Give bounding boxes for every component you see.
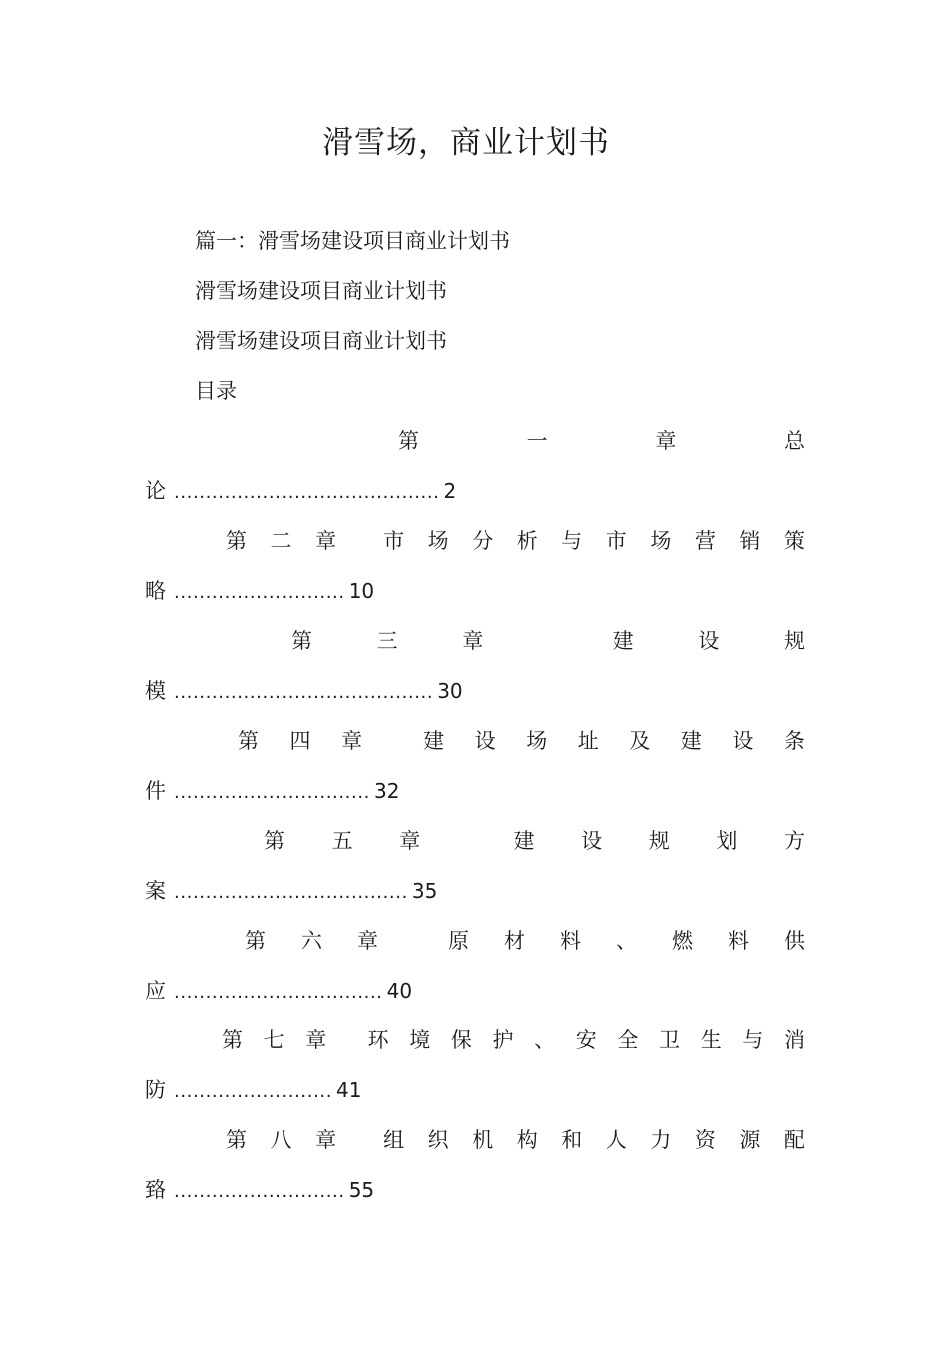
- toc-char: 建: [612, 629, 634, 653]
- section-heading: 篇一：滑雪场建设项目商业计划书: [195, 229, 510, 253]
- toc-char: 规: [783, 629, 805, 653]
- page-number: 41: [336, 1078, 362, 1102]
- leader-dots: .........................................: [174, 682, 434, 703]
- paragraph: 滑雪场建设项目商业计划书: [195, 329, 447, 353]
- toc-char: 八: [270, 1128, 292, 1152]
- page-number: 30: [437, 679, 463, 703]
- toc-char: 四: [289, 729, 311, 753]
- toc-char: 第: [245, 929, 266, 953]
- toc-char: 建: [423, 729, 445, 753]
- leader-dots: ...........................: [174, 582, 345, 603]
- toc-char: 方: [784, 829, 805, 853]
- toc-char: 规: [648, 829, 670, 853]
- toc-char: 卫: [659, 1028, 681, 1052]
- toc-char: 章: [315, 529, 337, 553]
- toc-char: 与: [742, 1028, 764, 1052]
- toc-char: 总: [783, 429, 805, 453]
- toc-char: 二: [270, 529, 292, 553]
- toc-char: 章: [305, 1028, 327, 1052]
- toc-char: 设: [698, 629, 720, 653]
- toc-char: 配: [783, 1128, 805, 1152]
- toc-char: 料: [560, 929, 581, 953]
- toc-char: 件: [145, 779, 166, 803]
- toc-char: 第: [226, 1128, 247, 1152]
- toc-char: 建: [513, 829, 535, 853]
- toc-char: 设: [581, 829, 603, 853]
- toc-char: 机: [472, 1128, 494, 1152]
- toc-entry-4-heading: [238, 726, 805, 756]
- toc-char: 全: [617, 1028, 639, 1052]
- toc-entry-3-line: [145, 676, 463, 708]
- toc-char: 第: [398, 429, 419, 453]
- toc-char: 建: [680, 729, 702, 753]
- paragraph: 滑雪场建设项目商业计划书: [195, 279, 447, 303]
- toc-char: 场: [526, 729, 548, 753]
- toc-char: 应: [145, 979, 166, 1003]
- toc-char: 保: [450, 1028, 472, 1052]
- toc-char: 和: [561, 1128, 583, 1152]
- toc-char: 第: [291, 629, 312, 653]
- toc-char: 五: [331, 829, 353, 853]
- toc-char: 六: [301, 929, 322, 953]
- document-title: 滑雪场，商业计划书: [322, 125, 610, 161]
- toc-char: 原: [448, 929, 469, 953]
- toc-char: 论: [145, 479, 166, 503]
- toc-char: 章: [655, 429, 677, 453]
- toc-char: 章: [315, 1128, 337, 1152]
- toc-entry-8-heading: [226, 1125, 805, 1155]
- toc-entry-3-heading: [291, 626, 805, 656]
- page-number: 2: [443, 479, 457, 503]
- toc-char: 燃: [672, 929, 693, 953]
- toc-entry-4-line: [145, 776, 399, 808]
- toc-char: 章: [341, 729, 363, 753]
- toc-char: 、: [616, 929, 637, 953]
- toc-char: 、: [534, 1028, 556, 1052]
- toc-char: 市: [383, 529, 405, 553]
- toc-char: 第: [264, 829, 285, 853]
- leader-dots: .........................: [174, 1081, 333, 1102]
- toc-char: 场: [427, 529, 449, 553]
- toc-label: 目录: [195, 379, 237, 403]
- toc-char: 臵: [145, 1178, 166, 1202]
- toc-entry-1-line: [145, 476, 456, 508]
- toc-entry-5-heading: [264, 826, 805, 856]
- toc-char: 市: [605, 529, 627, 553]
- toc-char: 案: [145, 879, 166, 903]
- toc-entry-1-heading: [398, 426, 805, 456]
- toc-char: 护: [492, 1028, 514, 1052]
- toc-char: 与: [561, 529, 583, 553]
- page-number: 32: [373, 779, 400, 803]
- toc-entry-2-line: [145, 576, 374, 608]
- toc-char: 析: [516, 529, 538, 553]
- toc-char: 资: [694, 1128, 716, 1152]
- toc-char: 七: [263, 1028, 285, 1052]
- toc-char: 策: [783, 529, 805, 553]
- toc-char: 构: [516, 1128, 538, 1152]
- toc-char: 设: [732, 729, 754, 753]
- toc-char: 模: [145, 679, 166, 703]
- page-number: 10: [348, 579, 375, 603]
- page-number: 55: [348, 1178, 375, 1202]
- leader-dots: .....................................: [174, 882, 408, 903]
- leader-dots: ...............................: [174, 782, 370, 803]
- toc-char: 境: [409, 1028, 431, 1052]
- toc-char: 销: [739, 529, 761, 553]
- toc-char: 组: [383, 1128, 405, 1152]
- toc-char: 分: [472, 529, 494, 553]
- toc-char: 消: [783, 1028, 805, 1052]
- toc-char: 环: [367, 1028, 389, 1052]
- toc-char: 条: [783, 729, 805, 753]
- toc-entry-6-line: [145, 976, 412, 1008]
- leader-dots: ..........................................: [174, 482, 440, 503]
- toc-char: 力: [650, 1128, 672, 1152]
- toc-char: 及: [629, 729, 651, 753]
- toc-char: 第: [226, 529, 247, 553]
- page-number: 40: [386, 979, 413, 1003]
- toc-char: 供: [784, 929, 805, 953]
- toc-char: 防: [145, 1078, 166, 1102]
- toc-char: 人: [605, 1128, 627, 1152]
- toc-char: 略: [145, 579, 166, 603]
- toc-char: 营: [694, 529, 716, 553]
- toc-char: 划: [716, 829, 738, 853]
- leader-dots: ...........................: [174, 1181, 345, 1202]
- toc-entry-5-line: [145, 876, 437, 908]
- toc-entry-6-heading: [245, 926, 805, 956]
- toc-entry-7-heading: [222, 1025, 805, 1055]
- toc-char: 安: [575, 1028, 597, 1052]
- toc-char: 章: [399, 829, 421, 853]
- toc-entry-2-heading: [226, 526, 805, 556]
- toc-char: 织: [427, 1128, 449, 1152]
- toc-char: 源: [739, 1128, 761, 1152]
- toc-entry-8-line: [145, 1175, 374, 1207]
- leader-dots: .................................: [174, 982, 383, 1003]
- toc-char: 一: [526, 429, 548, 453]
- toc-char: 生: [700, 1028, 722, 1052]
- toc-char: 场: [650, 529, 672, 553]
- toc-entry-7-line: [145, 1075, 362, 1107]
- toc-char: 章: [462, 629, 484, 653]
- page-number: 35: [411, 879, 438, 903]
- toc-char: 设: [474, 729, 496, 753]
- toc-char: 三: [376, 629, 398, 653]
- toc-char: 材: [504, 929, 525, 953]
- toc-char: 第: [222, 1028, 243, 1052]
- toc-char: 第: [238, 729, 259, 753]
- toc-char: 章: [357, 929, 378, 953]
- toc-char: 料: [728, 929, 749, 953]
- toc-char: 址: [577, 729, 599, 753]
